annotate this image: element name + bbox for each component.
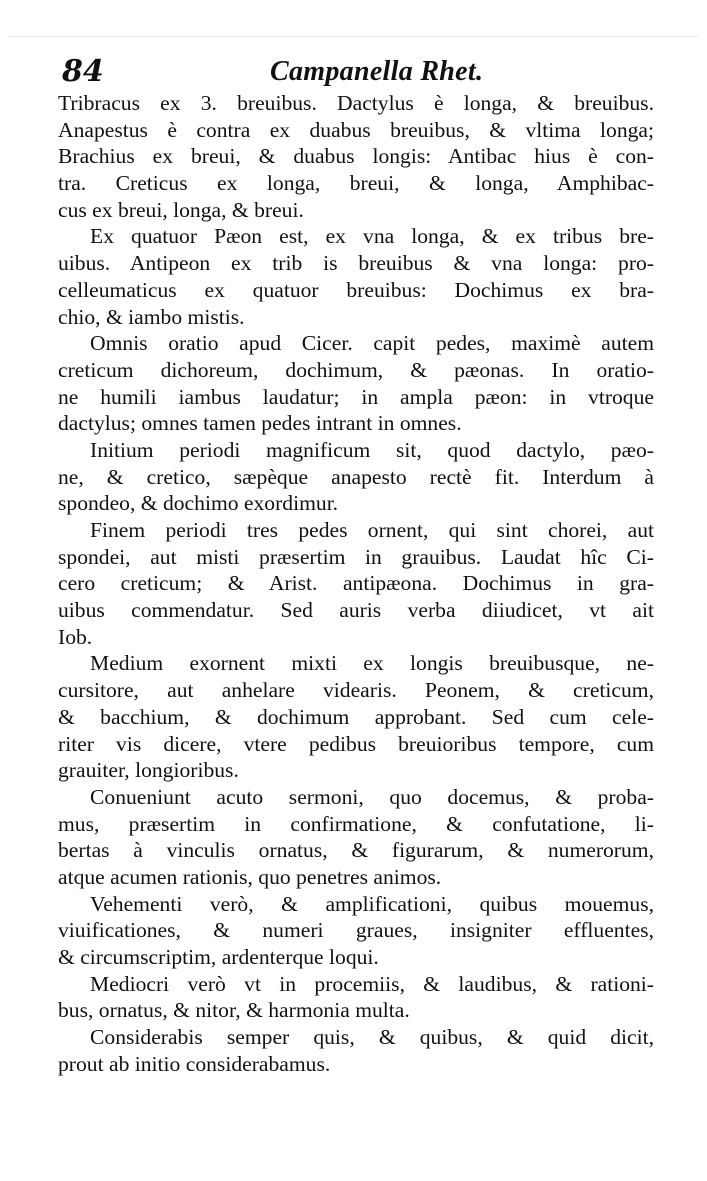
text-line: & bacchium, & dochimum approbant. Sed cum cele- (58, 704, 654, 729)
text-line: Medium exornent mixti ex longis breuibusque, ne- (90, 651, 654, 676)
running-head: Campanella Rhet. (270, 56, 484, 87)
text-line: Brachius ex breui, & duabus longis: Antibac hius è con- (58, 144, 654, 169)
text-line: prout ab initio considerabamus. (58, 1051, 331, 1076)
text-line: viuificationes, & numeri graues, insigniter effluentes, (58, 918, 654, 943)
text-line: Considerabis semper quis, & quibus, & quid dicit, (90, 1025, 654, 1050)
text-line: bus, ornatus, & nitor, & harmonia multa. (58, 998, 410, 1023)
text-line: Omnis oratio apud Cicer. capit pedes, maximè autem (90, 331, 654, 356)
page-header (62, 52, 662, 92)
text-line: cursitore, aut anhelare videaris. Peonem, & creticum, (58, 678, 654, 703)
text-line: Iob. (58, 624, 93, 649)
text-line: spondeo, & dochimo exordimur. (58, 491, 339, 516)
text-line: Tribracus ex 3. breuibus. Dactylus è longa, & breuibus. (58, 91, 654, 115)
text-line: ne humili iambus laudatur; in ampla pæon: in vtroque (58, 384, 654, 409)
text-line: atque acumen rationis, quo penetres animos. (58, 864, 442, 889)
text-line: grauiter, longioribus. (58, 758, 239, 783)
text-line: mus, præsertim in confirmatione, & confutatione, li- (58, 811, 654, 836)
text-line: Conueniunt acuto sermoni, quo docemus, & proba- (90, 784, 654, 809)
text-line: ne, & cretico, sæpèque anapesto rectè fit. Interdum à (58, 464, 654, 489)
text-line: spondei, aut misti præsertim in grauibus. Laudat hîc Ci- (58, 544, 654, 569)
text-line: tra. Creticus ex longa, breui, & longa, Amphibac- (58, 171, 654, 196)
text-line: uibus commendatur. Sed auris verba diiudicet, vt ait (58, 598, 654, 623)
text-line: Vehementi verò, & amplificationi, quibus mouemus, (90, 891, 654, 916)
text-line: Mediocri verò vt in procemiis, & laudibus, & rationi- (90, 971, 654, 996)
text-line: creticum dichoreum, dochimum, & pæonas. In oratio- (58, 357, 654, 382)
text-line: chio, & iambo mistis. (58, 304, 245, 329)
text-line: bertas à vinculis ornatus, & figurarum, & numerorum, (58, 838, 654, 863)
text-line: uibus. Antipeon ex trib is breuibus & vna longa: pro- (58, 251, 654, 276)
text-line: Ex quatuor Pæon est, ex vna longa, & ex tribus bre- (90, 224, 654, 249)
body-text (58, 90, 664, 1077)
text-line: Finem periodi tres pedes ornent, qui sint chorei, aut (90, 518, 654, 542)
text-line: cus ex breui, longa, & breui. (58, 197, 304, 222)
page-number: 84 (62, 54, 104, 89)
text-line: Anapestus è contra ex duabus breuibus, & vltima longa; (58, 117, 654, 142)
text-line: riter vis dicere, vtere pedibus breuioribus tempore, cum (58, 731, 654, 756)
text-line: dactylus; omnes tamen pedes intrant in omnes. (58, 411, 462, 436)
text-line: Initium periodi magnificum sit, quod dactylo, pæo- (90, 437, 654, 462)
text-line: cero creticum; & Arist. antipæona. Dochimus in gra- (58, 571, 654, 596)
text-line: & circumscriptim, ardenterque loqui. (58, 945, 379, 969)
text-line: celleumaticus ex quatuor breuibus: Dochimus ex bra- (58, 277, 654, 302)
